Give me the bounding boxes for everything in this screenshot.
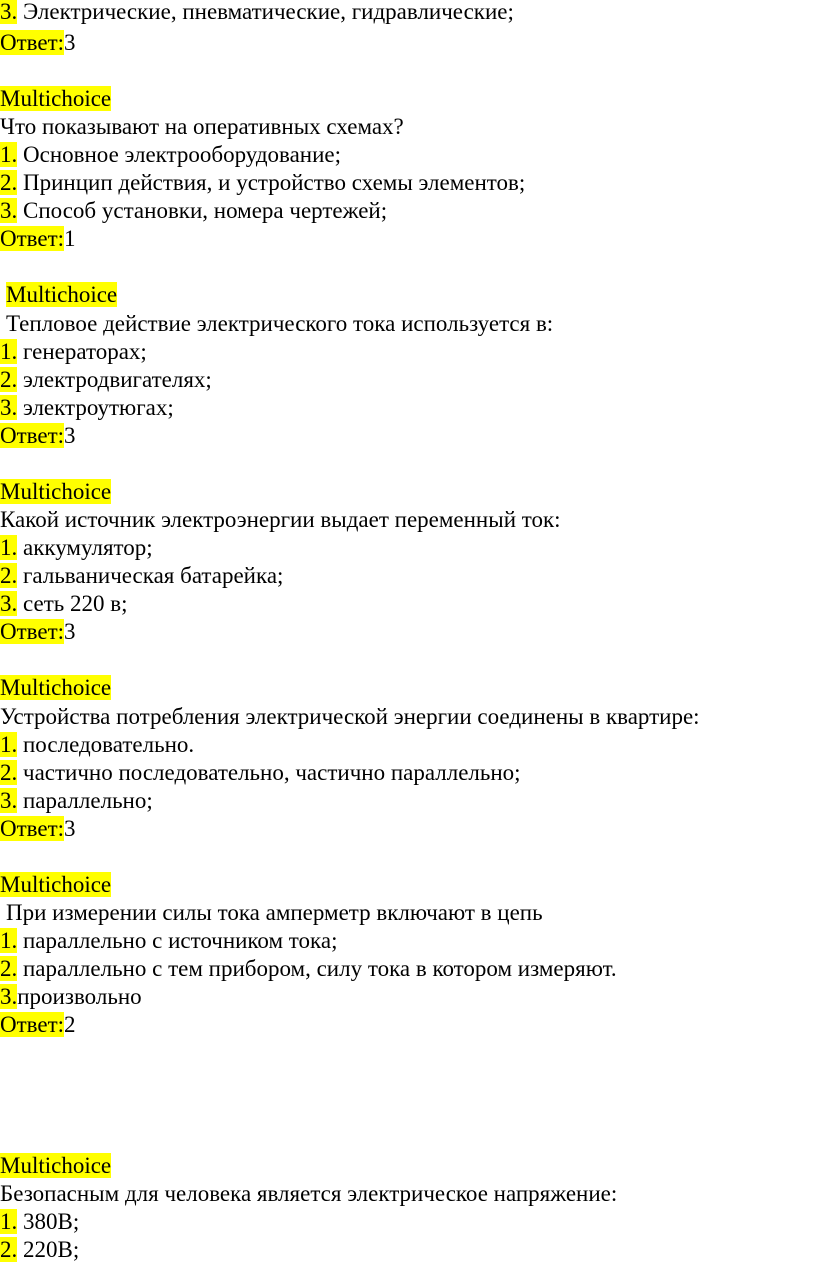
option-number: 3.: [0, 788, 18, 813]
option-text: параллельно;: [17, 788, 153, 813]
option-line: [0, 983, 142, 1011]
answer-value: 3: [64, 816, 76, 841]
option-text: последовательно.: [17, 732, 195, 757]
question-text: Тепловое действие электрического тока используется в:: [6, 311, 554, 336]
option-number: 1.: [0, 535, 18, 560]
option-number: 2.: [0, 1237, 18, 1262]
option-line: [0, 394, 174, 422]
option-number: 3.: [0, 198, 18, 223]
option-text: сеть 220 в;: [17, 591, 128, 616]
option-number: 1.: [0, 339, 18, 364]
option-number: 3.: [0, 395, 18, 420]
question-type: Multichoice: [0, 872, 112, 897]
question-text: Безопасным для человека является электрическое напряжение:: [0, 1181, 618, 1206]
option-line: [0, 0, 514, 26]
answer-label: Ответ:: [0, 619, 65, 644]
answer-label: Ответ:: [0, 226, 65, 251]
option-line: [0, 534, 153, 562]
option-text: генераторах;: [17, 339, 147, 364]
option-line: [0, 338, 147, 366]
option-number: 2.: [0, 367, 18, 392]
option-text: Способ установки, номера чертежей;: [17, 198, 388, 223]
option-line: [0, 955, 617, 983]
answer-value: 1: [64, 226, 76, 251]
option-line: [0, 562, 283, 590]
option-line: [0, 759, 521, 787]
answer-line: [0, 422, 76, 450]
option-line: [0, 1236, 79, 1264]
answer-line: [0, 1011, 76, 1039]
option-text: 380В;: [17, 1209, 80, 1234]
answer-label: Ответ:: [0, 30, 65, 55]
question-text: Какой источник электроэнергии выдает переменный ток:: [0, 507, 561, 532]
option-line: [0, 197, 387, 225]
question-type: Multichoice: [6, 282, 118, 307]
option-text: Электрические, пневматические, гидравлические;: [17, 0, 514, 24]
question-type: Multichoice: [0, 675, 112, 700]
option-number: 1.: [0, 928, 18, 953]
answer-value: 3: [64, 30, 76, 55]
question-text: Что показывают на оперативных схемах?: [0, 114, 404, 139]
option-line: [0, 169, 525, 197]
question-type: Multichoice: [0, 479, 112, 504]
option-text: Принцип действия, и устройство схемы элементов;: [17, 170, 526, 195]
option-text: аккумулятор;: [17, 535, 153, 560]
option-line: [0, 1208, 79, 1236]
option-line: [0, 927, 337, 955]
answer-line: [0, 618, 76, 646]
question-text: Устройства потребления электрической энергии соединены в квартире:: [0, 704, 700, 729]
option-number: 2.: [0, 956, 18, 981]
option-text: электроутюгах;: [17, 395, 174, 420]
answer-label: Ответ:: [0, 816, 65, 841]
question-type: Multichoice: [0, 86, 112, 111]
option-line: [0, 366, 212, 394]
option-line: [0, 731, 194, 759]
option-number: 2.: [0, 563, 18, 588]
answer-line: [0, 225, 76, 253]
answer-value: 3: [64, 619, 76, 644]
option-text: произвольно: [17, 984, 142, 1009]
question-text: При измерении силы тока амперметр включают в цепь: [6, 900, 543, 925]
answer-value: 2: [64, 1012, 76, 1037]
option-text: Основное электрооборудование;: [17, 142, 342, 167]
option-line: [0, 141, 341, 169]
option-number: 3.: [0, 0, 18, 24]
question-type: Multichoice: [0, 1153, 112, 1178]
option-number: 1.: [0, 732, 18, 757]
answer-label: Ответ:: [0, 1012, 65, 1037]
option-text: электродвигателях;: [17, 367, 212, 392]
option-number: 2.: [0, 760, 18, 785]
answer-label: Ответ:: [0, 423, 65, 448]
option-number: 1.: [0, 142, 18, 167]
option-text: гальваническая батарейка;: [17, 563, 284, 588]
answer-line: [0, 29, 76, 57]
option-number: 1.: [0, 1209, 18, 1234]
option-text: параллельно с тем прибором, силу тока в котором измеряют.: [17, 956, 617, 981]
option-number: 2.: [0, 170, 18, 195]
option-text: параллельно с источником тока;: [17, 928, 338, 953]
option-line: [0, 590, 128, 618]
answer-line: [0, 815, 76, 843]
option-line: [0, 787, 153, 815]
answer-value: 3: [64, 423, 76, 448]
option-text: 220В;: [17, 1237, 80, 1262]
option-number: 3.: [0, 984, 18, 1009]
option-text: частично последовательно, частично параллельно;: [17, 760, 521, 785]
option-number: 3.: [0, 591, 18, 616]
